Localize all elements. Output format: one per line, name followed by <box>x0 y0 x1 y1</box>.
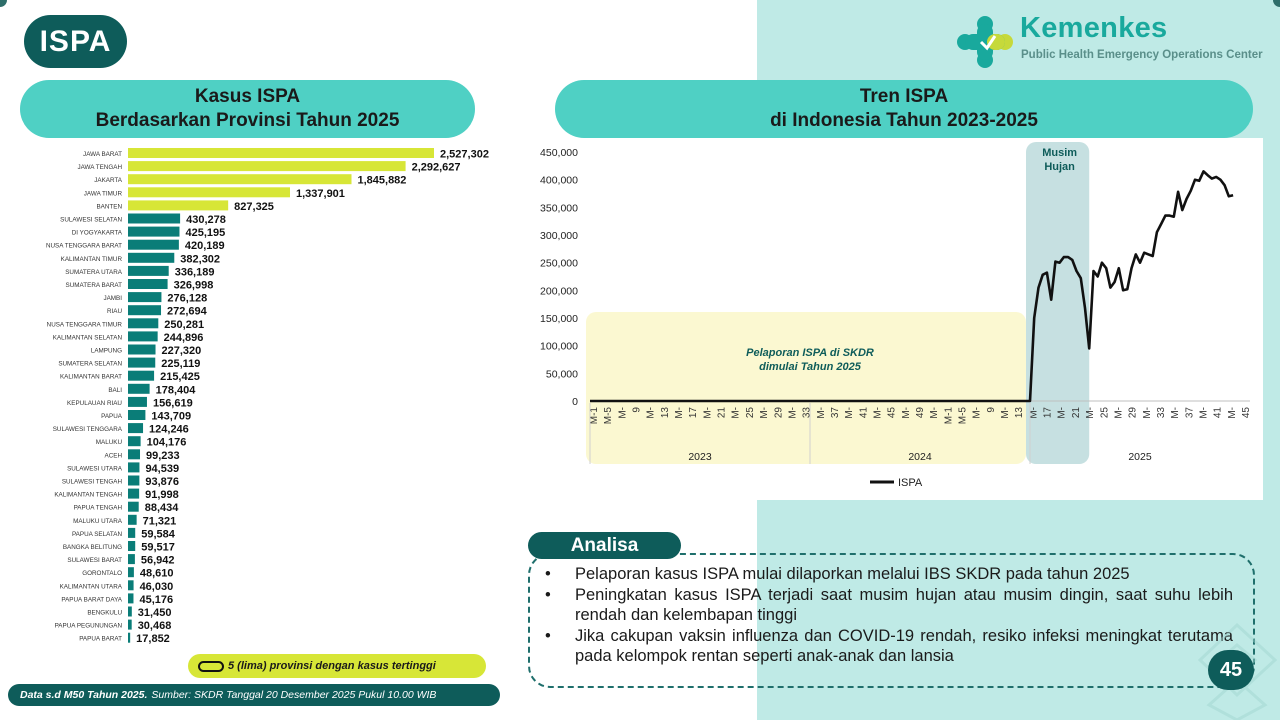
bar-value-label: 94,539 <box>145 462 180 475</box>
bar-value-label: 1,845,882 <box>357 174 407 187</box>
bar-category-label: PAPUA TENGAH <box>73 504 122 512</box>
bar <box>128 384 150 394</box>
data-source-note <box>8 684 500 706</box>
x-tick-label: 37 <box>1184 407 1196 419</box>
x-tick-label: M- <box>702 407 714 419</box>
bar-value-label: 104,176 <box>146 436 187 449</box>
bar-category-label: BANTEN <box>96 203 122 211</box>
logo-name: Kemenkes <box>1020 12 1168 44</box>
analisa-point: • Jika cakupan vaksin influenza dan COVID-19 rendah, resiko infeksi meningkat terutama pada kelompok rentan seperti anak-anak dan lansia <box>543 626 1233 667</box>
bar <box>128 541 135 551</box>
x-tick-label: 17 <box>1042 407 1054 419</box>
bar <box>128 607 132 617</box>
reporting-note-line1: Pelaporan ISPA di SKDR <box>746 347 874 359</box>
x-tick-label: M- <box>1085 407 1097 419</box>
x-tick-label: M- <box>872 407 884 419</box>
x-tick-label: 9 <box>985 407 997 413</box>
x-tick-label: 33 <box>1155 407 1167 419</box>
bar-category-label: SULAWESI TENGGARA <box>52 426 122 434</box>
bar-value-label: 124,246 <box>149 423 189 436</box>
bar-value-label: 1,337,901 <box>295 187 345 200</box>
bar-value-label: 326,998 <box>173 279 214 292</box>
x-tick-label: M-5 <box>603 407 615 425</box>
bar-category-label: BENGKULU <box>87 609 122 617</box>
bar-category-label: KALIMANTAN BARAT <box>59 373 122 381</box>
bar-legend <box>188 654 486 678</box>
bar-value-label: 272,694 <box>167 305 207 318</box>
bar-category-label: LAMPUNG <box>90 347 122 355</box>
reporting-start-region <box>586 312 1026 464</box>
y-tick-label: 300,000 <box>540 230 578 242</box>
bar-chart-title <box>20 80 475 138</box>
bar-value-label: 2,527,302 <box>440 148 489 161</box>
x-tick-label: 17 <box>688 407 700 419</box>
bar <box>128 371 154 381</box>
x-tick-label: M- <box>1056 407 1068 419</box>
x-tick-label: 9 <box>631 407 643 413</box>
bar-value-label: 48,610 <box>139 567 174 580</box>
bar <box>128 620 132 630</box>
bar-value-label: 93,876 <box>145 476 180 488</box>
bar-category-label: MALUKU <box>95 439 122 447</box>
bar <box>128 593 133 603</box>
x-tick-label: 13 <box>659 407 671 419</box>
bar <box>128 554 135 564</box>
bar-value-label: 143,709 <box>151 410 192 423</box>
x-tick-label: M- <box>1141 407 1153 419</box>
bar-value-label: 59,517 <box>141 541 175 554</box>
x-tick-label: 25 <box>744 407 756 419</box>
bar <box>128 279 168 289</box>
bar <box>128 318 158 328</box>
bar-value-label: 91,998 <box>145 489 179 502</box>
y-tick-label: 400,000 <box>540 174 578 187</box>
x-tick-label: 41 <box>1212 407 1224 419</box>
bar-category-label: SULAWESI SELATAN <box>60 216 122 224</box>
bar-category-label: DI YOGYAKARTA <box>71 229 122 237</box>
y-tick-label: 150,000 <box>540 313 578 325</box>
x-tick-label: M- <box>929 407 941 419</box>
bar-value-label: 336,189 <box>174 266 215 279</box>
line-chart-title <box>555 80 1253 138</box>
x-tick-label: M- <box>645 407 657 419</box>
trend-line-chart <box>520 138 1263 500</box>
bar <box>128 580 134 590</box>
bar-value-label: 46,030 <box>139 580 174 593</box>
bar-value-label: 827,325 <box>234 200 274 213</box>
bar <box>128 528 135 538</box>
bar <box>128 423 143 433</box>
bar-category-label: JAKARTA <box>94 177 122 185</box>
x-tick-label: 21 <box>1070 407 1082 419</box>
bar-category-label: KALIMANTAN SELATAN <box>52 334 122 342</box>
x-tick-label: M- <box>787 407 799 419</box>
bar <box>128 633 130 643</box>
bar-value-label: 2,292,627 <box>411 161 461 174</box>
bar-value-label: 17,852 <box>136 633 170 646</box>
x-tick-label: M- <box>1113 407 1125 419</box>
bar <box>128 227 179 237</box>
bar <box>128 161 406 171</box>
bar <box>128 187 290 197</box>
y-tick-label: 50,000 <box>545 368 578 381</box>
bar <box>128 489 139 499</box>
x-tick-label: M- <box>617 407 629 419</box>
bar-category-label: JAWA BARAT <box>83 151 122 158</box>
bar-value-label: 244,896 <box>163 331 204 344</box>
bar-category-label: JAMBI <box>103 295 122 303</box>
analisa-title: Analisa <box>528 532 681 559</box>
bar-value-label: 59,584 <box>141 528 175 541</box>
trend-line-chart-svg <box>520 138 1263 500</box>
x-tick-label: 45 <box>886 407 898 419</box>
bar-value-label: 45,176 <box>139 593 174 606</box>
rainy-season-label-line2: Hujan <box>1044 161 1075 173</box>
bar-category-label: SULAWESI BARAT <box>67 557 122 565</box>
line-chart-title-line1: Tren ISPA <box>859 86 949 107</box>
bar-category-label: KEPULAUAN RIAU <box>67 399 122 407</box>
bar-category-label: PAPUA <box>101 413 122 420</box>
analisa-list <box>543 564 1233 667</box>
x-tick-label: M- <box>900 407 912 419</box>
bar-category-label: RIAU <box>106 308 122 316</box>
x-tick-label: 29 <box>773 407 785 419</box>
bar-category-label: KALIMANTAN TIMUR <box>60 255 122 263</box>
bar-category-label: NUSA TENGGARA BARAT <box>45 242 122 250</box>
x-tick-label: 41 <box>858 407 870 419</box>
bar <box>128 462 139 472</box>
bar <box>128 174 351 184</box>
bar-value-label: 215,425 <box>160 371 200 384</box>
bar-category-label: SULAWESI UTARA <box>67 465 122 473</box>
bar-category-label: JAWA TENGAH <box>77 164 122 172</box>
analisa-point: • Peningkatan kasus ISPA terjadi saat musim hujan atau musim dingin, saat suhu lebih rendah dan kelembapan tinggi <box>543 585 1233 626</box>
x-tick-label: M- <box>1170 407 1182 419</box>
x-tick-label: M-1 <box>589 407 600 425</box>
x-tick-label: 37 <box>829 407 841 419</box>
corner-dot-left <box>0 0 7 7</box>
bar-value-label: 430,278 <box>186 214 226 226</box>
bar-category-label: SUMATERA BARAT <box>65 282 122 289</box>
bar <box>128 331 158 341</box>
bar-value-label: 71,321 <box>142 515 177 528</box>
bar-value-label: 156,619 <box>152 397 193 410</box>
bar-chart-title-line2: Berdasarkan Provinsi Tahun 2025 <box>95 110 400 131</box>
bar-category-label: PAPUA BARAT <box>79 635 122 643</box>
bar-category-label: SULAWESI TENGAH <box>61 478 122 486</box>
x-tick-label: 25 <box>1099 407 1111 419</box>
bar <box>128 515 137 525</box>
x-tick-label: M- <box>844 407 856 419</box>
bar-value-label: 178,404 <box>155 384 196 397</box>
page-number: 45 <box>1208 650 1254 690</box>
y-tick-label: 100,000 <box>540 340 578 353</box>
bar-category-label: SUMATERA SELATAN <box>58 360 122 368</box>
bar-category-label: BANGKA BELITUNG <box>62 544 122 551</box>
bar-value-label: 31,450 <box>137 607 172 619</box>
y-tick-label: 350,000 <box>540 202 578 215</box>
bar <box>128 345 156 355</box>
bar-value-label: 425,195 <box>185 227 226 240</box>
bar-value-label: 227,320 <box>161 345 202 357</box>
bar <box>128 214 180 224</box>
bar-value-label: 225,119 <box>161 358 201 371</box>
bar-category-label: SUMATERA UTARA <box>65 268 122 276</box>
bar-value-label: 56,942 <box>140 554 175 567</box>
bar-value-label: 99,233 <box>146 449 180 462</box>
x-tick-label: 29 <box>1127 407 1139 419</box>
bar <box>128 410 145 420</box>
line-legend-label: ISPA <box>898 477 923 489</box>
x-tick-label: 13 <box>1014 407 1026 419</box>
bar-category-label: BALI <box>108 386 122 394</box>
x-tick-label: M- <box>1000 407 1012 419</box>
x-tick-label: M- <box>1198 407 1210 419</box>
bar <box>128 397 147 407</box>
x-tick-label: M- <box>1028 407 1040 419</box>
year-label: 2024 <box>908 451 932 463</box>
bar-value-label: 420,189 <box>184 240 225 253</box>
x-tick-label: M-5 <box>957 407 969 425</box>
reporting-note-line2: dimulai Tahun 2025 <box>759 361 861 373</box>
bar <box>128 240 179 250</box>
bar-category-label: PAPUA BARAT DAYA <box>61 596 122 604</box>
bar <box>128 253 174 263</box>
bar <box>128 292 161 302</box>
x-tick-label: M- <box>1226 407 1238 419</box>
bar-category-label: PAPUA SELATAN <box>71 530 122 538</box>
bar-category-label: MALUKU UTARA <box>73 517 122 525</box>
x-tick-label: 33 <box>801 407 813 419</box>
bar <box>128 266 169 276</box>
x-tick-label: 49 <box>915 407 926 419</box>
bar <box>128 305 161 315</box>
bar <box>128 148 434 158</box>
bar-category-label: PAPUA PEGUNUNGAN <box>54 622 122 630</box>
y-tick-label: 0 <box>572 396 578 408</box>
x-tick-label: M- <box>815 407 827 419</box>
bar-value-label: 382,302 <box>180 253 221 266</box>
line-chart-title-line2: di Indonesia Tahun 2023-2025 <box>770 110 1038 131</box>
x-tick-label: M-1 <box>943 407 955 425</box>
bar <box>128 436 141 446</box>
y-tick-label: 200,000 <box>540 285 578 298</box>
source-bold: Data s.d M50 Tahun 2025. <box>20 689 148 701</box>
bar-category-label: KALIMANTAN UTARA <box>59 583 122 591</box>
province-bar-chart <box>20 145 520 653</box>
rainy-season-label-line1: Musim <box>1042 147 1078 159</box>
bar-value-label: 88,434 <box>144 502 179 515</box>
x-tick-label: 21 <box>716 407 728 419</box>
page-badge: ISPA <box>24 15 127 68</box>
y-tick-label: 250,000 <box>540 257 578 270</box>
bar <box>128 200 228 210</box>
bar-category-label: KALIMANTAN TENGAH <box>54 491 122 499</box>
bar-category-label: ACEH <box>104 452 122 460</box>
bar-category-label: NUSA TENGGARA TIMUR <box>46 321 122 329</box>
bar <box>128 358 155 368</box>
y-tick-label: 450,000 <box>540 147 578 159</box>
legend-swatch-icon <box>198 661 224 672</box>
bar <box>128 476 139 486</box>
province-bar-chart-svg <box>20 145 520 653</box>
year-label: 2025 <box>1128 451 1152 463</box>
bar-chart-title-line1: Kasus ISPA <box>194 86 301 107</box>
bar-category-label: JAWA TIMUR <box>83 190 122 198</box>
bar <box>128 567 134 577</box>
bar-value-label: 276,128 <box>167 292 208 305</box>
bar-category-label: GORONTALO <box>82 570 122 578</box>
analisa-point: • Pelaporan kasus ISPA mulai dilaporkan melalui IBS SKDR pada tahun 2025 <box>543 564 1233 585</box>
year-label: 2023 <box>688 451 712 463</box>
bar <box>128 502 139 512</box>
bar-value-label: 30,468 <box>137 620 172 633</box>
bar <box>128 449 140 459</box>
x-tick-label: M- <box>674 407 686 419</box>
logo-subtitle: Public Health Emergency Operations Center <box>1021 49 1263 61</box>
x-tick-label: 45 <box>1241 407 1252 419</box>
legend-note: 5 (lima) provinsi dengan kasus tertinggi <box>228 660 436 672</box>
x-tick-label: M- <box>730 407 742 419</box>
bar-value-label: 250,281 <box>164 318 205 331</box>
x-tick-label: M- <box>759 407 771 419</box>
x-tick-label: M- <box>971 407 983 419</box>
source-rest: Sumber: SKDR Tanggal 20 Desember 2025 Pukul 10.00 WIB <box>151 689 437 701</box>
